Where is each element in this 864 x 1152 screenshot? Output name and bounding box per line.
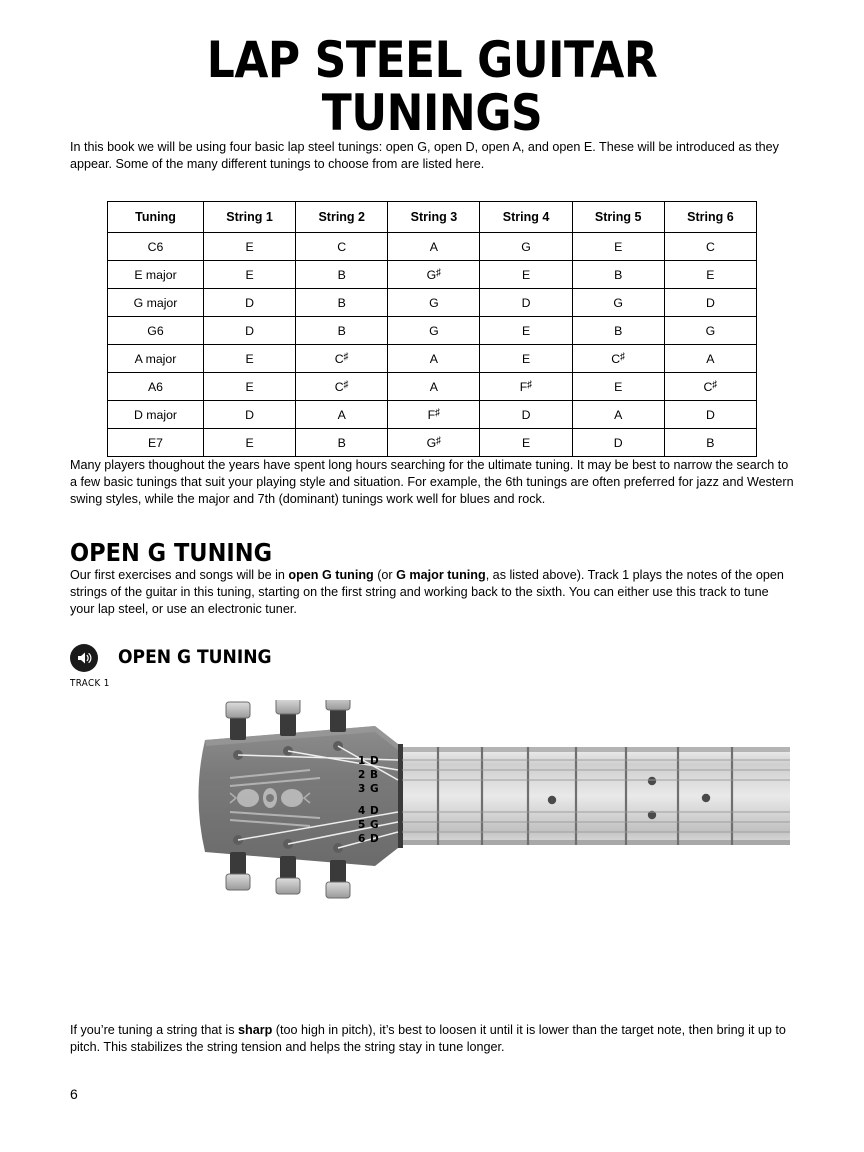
table-row: [108, 345, 757, 373]
cell-string-1: E: [204, 261, 296, 289]
section-paragraph: [70, 567, 794, 618]
cell-string-2: C♯: [296, 373, 388, 401]
guitar-illustration: [70, 700, 794, 930]
column-header-string-3: String 3: [388, 202, 480, 233]
cell-string-3: F♯: [388, 401, 480, 429]
sharp-symbol: ♯: [435, 407, 441, 418]
cell-string-4: E: [480, 429, 572, 457]
string-label-6-note: D: [370, 833, 379, 845]
closing-paragraph: [70, 1022, 794, 1056]
cell-string-5: B: [572, 317, 664, 345]
table-row: [108, 233, 757, 261]
cell-string-5: D: [572, 429, 664, 457]
cell-string-1: E: [204, 233, 296, 261]
section-paragraph-part-3: , as listed above). Track 1 plays the notes of the open strings of the guitar in this tuning, starting on the first string and working back to the sixth. You can either use this track to tune your lap steel, or use an electronic tuner.: [70, 568, 784, 616]
cell-tuning-name: E major: [108, 261, 204, 289]
cell-string-1: D: [204, 401, 296, 429]
cell-string-3: G♯: [388, 261, 480, 289]
string-label-1-note: D: [370, 755, 379, 767]
cell-string-4: E: [480, 345, 572, 373]
cell-string-3: G: [388, 317, 480, 345]
audio-speaker-icon: [70, 644, 98, 672]
cell-string-5: A: [572, 401, 664, 429]
cell-string-4: D: [480, 401, 572, 429]
table-row: [108, 261, 757, 289]
column-header-string-2: String 2: [296, 202, 388, 233]
column-header-string-5: String 5: [572, 202, 664, 233]
sharp-symbol: ♯: [436, 435, 442, 446]
tunings-table-wrapper: [70, 201, 794, 457]
intro-paragraph: In this book we will be using four basic lap steel tunings: open G, open D, open A, and open E. These will be introduced as they appear. Some of the many different tunings to choose from are listed here.: [70, 140, 779, 171]
cell-string-1: D: [204, 289, 296, 317]
cell-string-3: A: [388, 373, 480, 401]
table-header-row: [108, 202, 757, 233]
track-marker: [70, 644, 794, 694]
sharp-symbol: ♯: [527, 379, 533, 390]
string-label-6-number: 6: [358, 833, 366, 845]
column-header-tuning: Tuning: [108, 202, 204, 233]
cell-string-1: E: [204, 373, 296, 401]
cell-string-2: B: [296, 317, 388, 345]
column-header-string-6: String 6: [664, 202, 756, 233]
tunings-table-body: [108, 233, 757, 457]
cell-string-6: D: [664, 401, 756, 429]
sharp-symbol: ♯: [712, 379, 718, 390]
section-heading-open-g-tuning: OPEN G TUNING: [70, 538, 273, 567]
string-label-5-number: 5: [358, 819, 366, 831]
cell-string-1: E: [204, 345, 296, 373]
cell-tuning-name: G major: [108, 289, 204, 317]
page-title: LAP STEEL GUITAR TUNINGS: [206, 31, 658, 142]
sharp-symbol: ♯: [436, 267, 442, 278]
cell-tuning-name: C6: [108, 233, 204, 261]
cell-string-6: E: [664, 261, 756, 289]
column-header-string-1: String 1: [204, 202, 296, 233]
closing-bold-1: sharp: [238, 1023, 273, 1037]
column-header-string-4: String 4: [480, 202, 572, 233]
cell-string-6: G: [664, 317, 756, 345]
cell-string-5: E: [572, 373, 664, 401]
cell-tuning-name: A6: [108, 373, 204, 401]
after-table-paragraph: Many players thoughout the years have spent long hours searching for the ultimate tuning. It may be best to narrow the search to a few basic tunings that suit your playing style and situation. For example, the 6th tunings are often preferred for jazz and Western swing styles, while the major and 7th (dominant) tunings work well for blues and rock.: [70, 458, 794, 506]
cell-string-5: E: [572, 233, 664, 261]
table-row: [108, 429, 757, 457]
cell-string-2: A: [296, 401, 388, 429]
cell-string-4: E: [480, 261, 572, 289]
cell-tuning-name: E7: [108, 429, 204, 457]
string-label-1-number: 1: [358, 755, 366, 767]
cell-string-3: A: [388, 233, 480, 261]
section-paragraph-bold-1: open G tuning: [288, 568, 374, 582]
cell-string-4: F♯: [480, 373, 572, 401]
cell-string-3: G: [388, 289, 480, 317]
cell-string-2: B: [296, 429, 388, 457]
cell-string-2: B: [296, 289, 388, 317]
closing-part-1: If you’re tuning a string that is: [70, 1023, 239, 1037]
table-row: [108, 401, 757, 429]
cell-string-3: A: [388, 345, 480, 373]
string-label-2-number: 2: [358, 769, 366, 781]
cell-string-5: G: [572, 289, 664, 317]
page-number: 6: [70, 1086, 78, 1102]
closing-part-2: (too high in pitch), it’s best to loosen it until it is lower than the target note, then bring it up to pitch. This stabilizes the string tension and helps the string stay in tune longer.: [70, 1023, 786, 1054]
section-paragraph-bold-2: G major tuning: [396, 568, 486, 582]
string-label-5-note: G: [370, 819, 379, 831]
table-row: [108, 317, 757, 345]
cell-string-2: C♯: [296, 345, 388, 373]
section-paragraph-part-1: Our first exercises and songs will be in: [70, 568, 289, 582]
cell-string-1: E: [204, 429, 296, 457]
cell-string-6: A: [664, 345, 756, 373]
cell-tuning-name: A major: [108, 345, 204, 373]
sharp-symbol: ♯: [620, 351, 626, 362]
track-number-label: TRACK 1: [70, 678, 110, 689]
string-label-4-number: 4: [358, 805, 366, 817]
sharp-symbol: ♯: [343, 351, 349, 362]
string-label-3-number: 3: [358, 783, 366, 795]
cell-string-3: G♯: [388, 429, 480, 457]
string-label-2-note: B: [370, 769, 379, 781]
cell-string-4: G: [480, 233, 572, 261]
cell-string-6: C♯: [664, 373, 756, 401]
cell-string-2: C: [296, 233, 388, 261]
lap-steel-guitar-image: [170, 700, 790, 930]
cell-string-1: D: [204, 317, 296, 345]
cell-tuning-name: D major: [108, 401, 204, 429]
string-label-3-note: G: [370, 783, 379, 795]
table-row: [108, 289, 757, 317]
cell-string-4: E: [480, 317, 572, 345]
section-paragraph-part-2: (or: [373, 568, 397, 582]
cell-string-6: D: [664, 289, 756, 317]
cell-string-4: D: [480, 289, 572, 317]
table-row: [108, 373, 757, 401]
string-label-4-note: D: [370, 805, 379, 817]
tunings-table: [107, 201, 757, 457]
cell-string-2: B: [296, 261, 388, 289]
sharp-symbol: ♯: [343, 379, 349, 390]
cell-string-6: C: [664, 233, 756, 261]
track-title: OPEN G TUNING: [118, 646, 272, 668]
cell-string-6: B: [664, 429, 756, 457]
cell-tuning-name: G6: [108, 317, 204, 345]
cell-string-5: C♯: [572, 345, 664, 373]
cell-string-5: B: [572, 261, 664, 289]
